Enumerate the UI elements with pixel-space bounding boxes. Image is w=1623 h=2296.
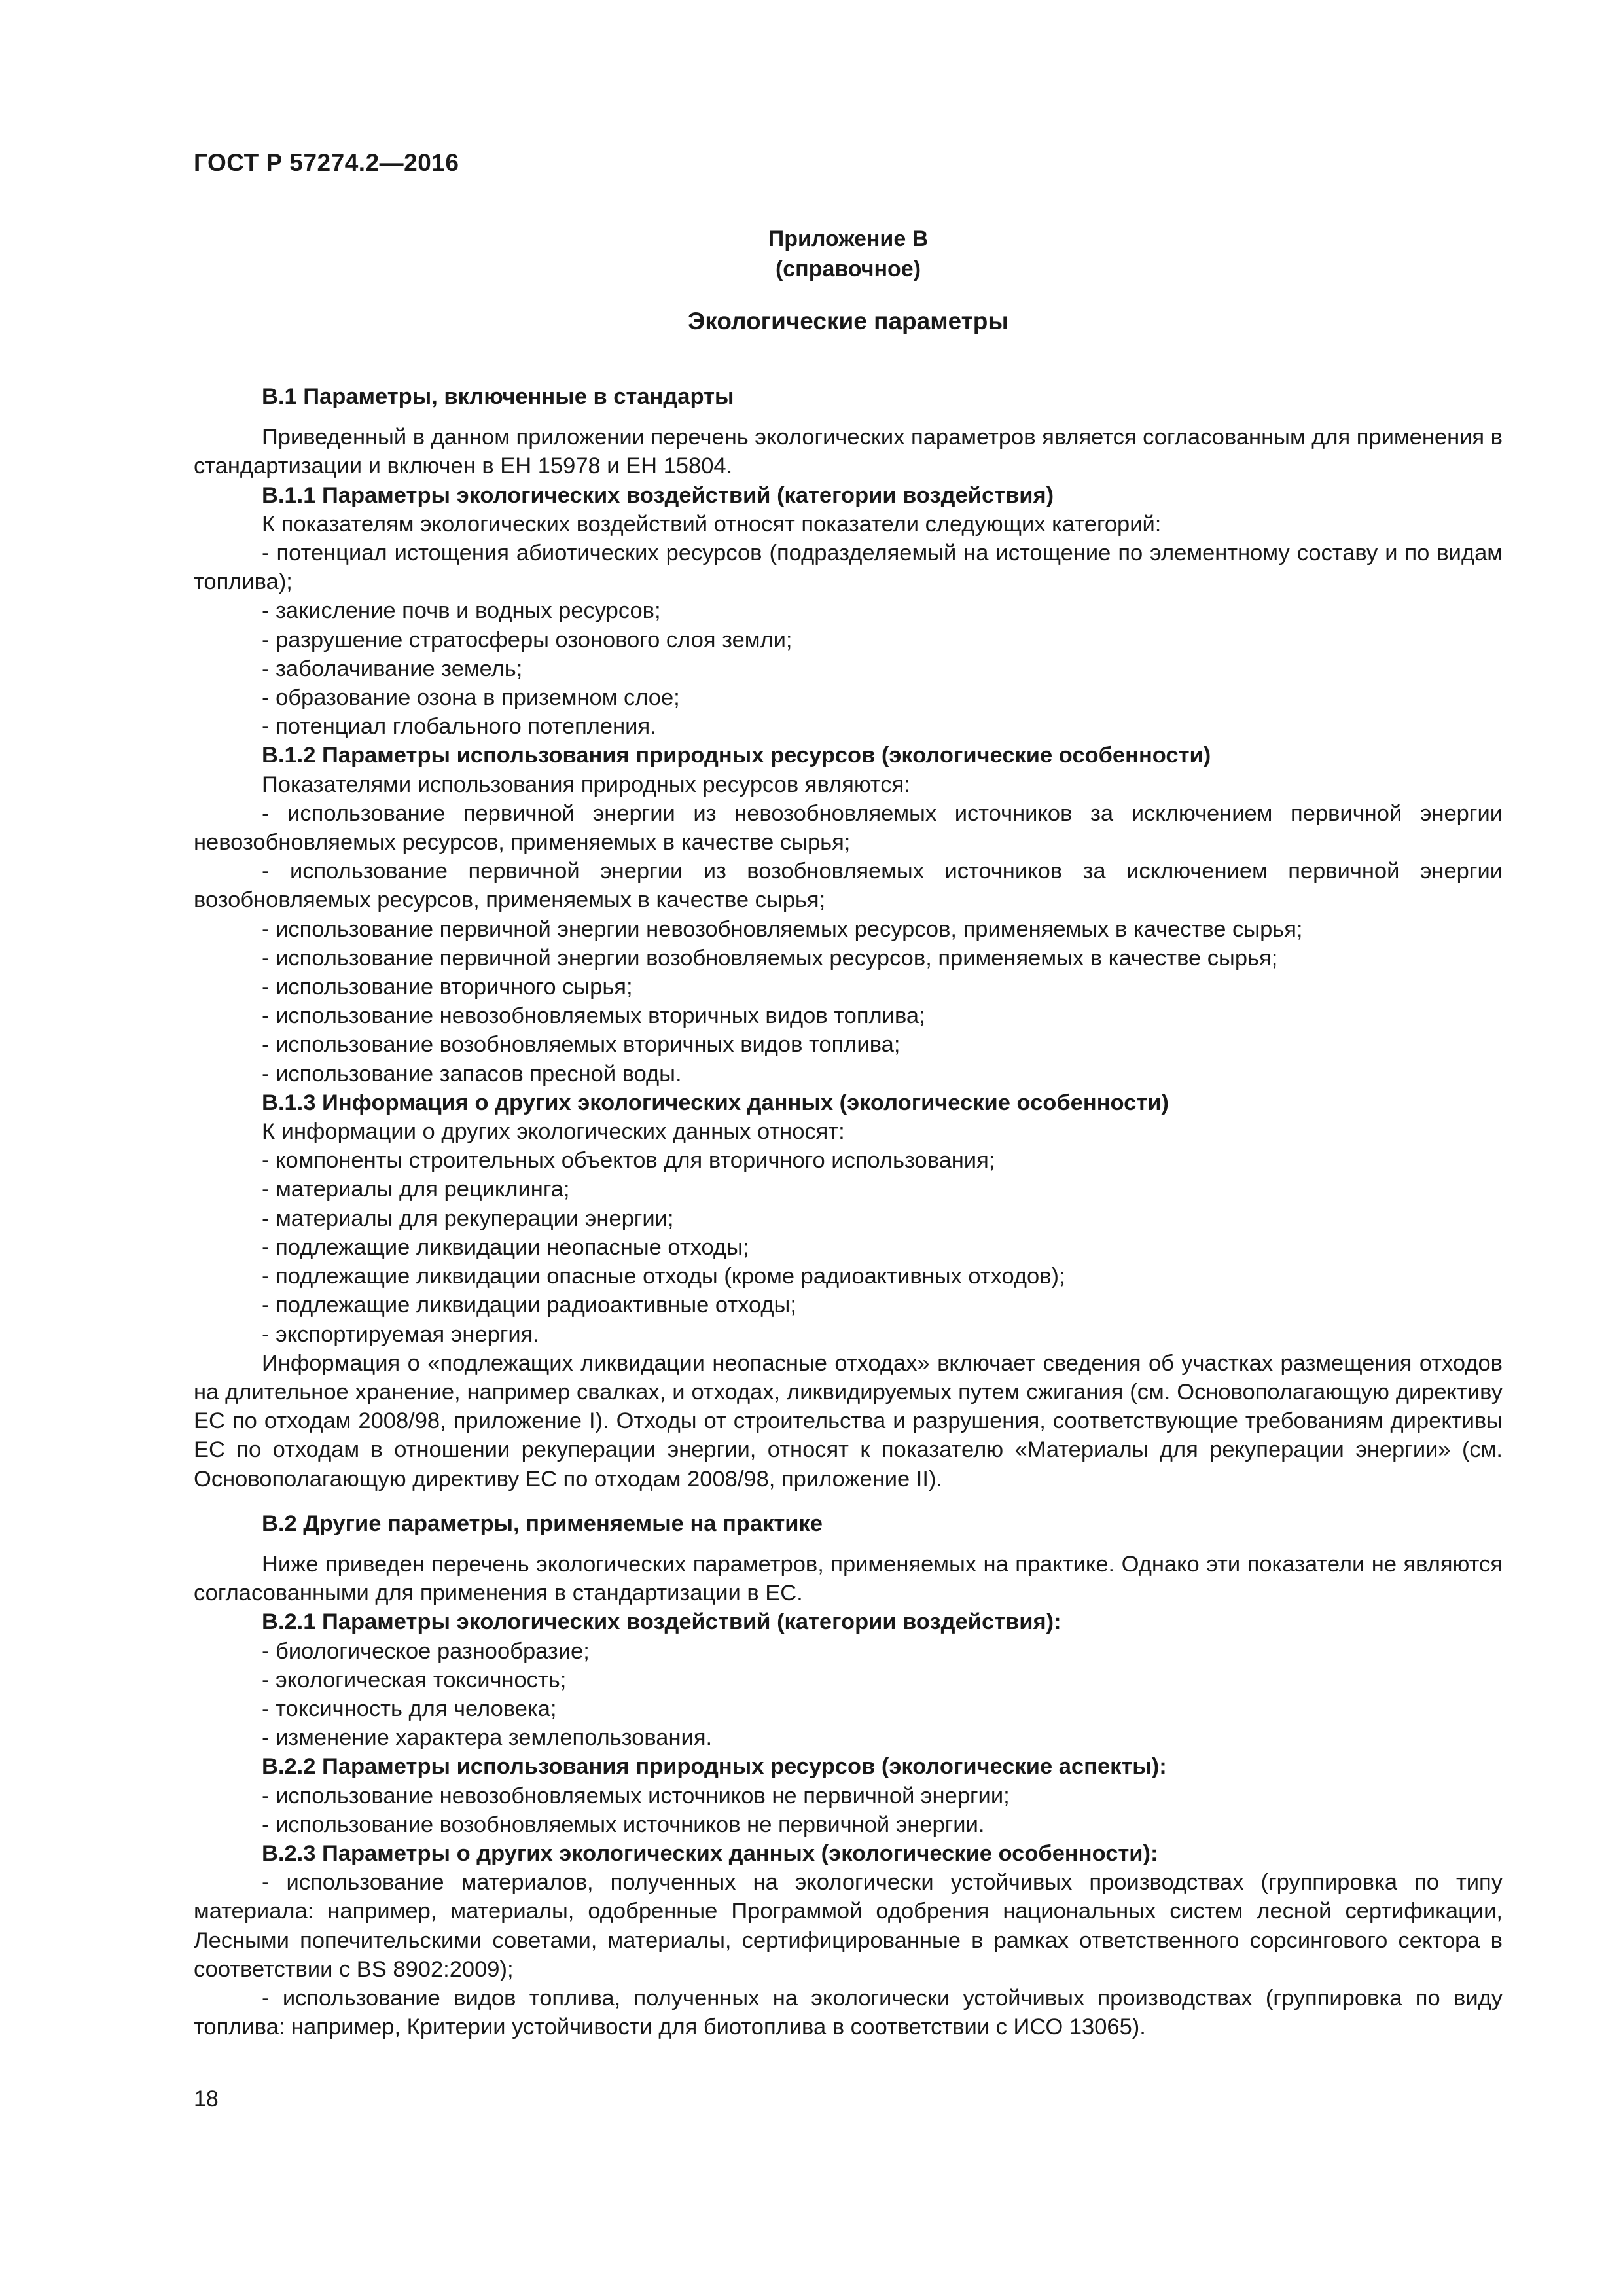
section-heading: В.1 Параметры, включенные в стандарты	[262, 384, 734, 409]
paragraph: - использование невозобновляемых источников не первичной энергии;	[262, 1783, 1010, 1808]
paragraph: - токсичность для человека;	[262, 1696, 557, 1721]
paragraph: - образование озона в приземном слое;	[262, 685, 680, 711]
paragraph: - использование возобновляемых источников не первичной энергии.	[262, 1812, 985, 1837]
paragraph: К информации о других экологических данных относят:	[262, 1119, 845, 1145]
annex-body	[194, 382, 1503, 2041]
paragraph: - использование возобновляемых вторичных видов топлива;	[262, 1032, 901, 1058]
paragraph: Ниже приведен перечень экологических параметров, применяемых на практике. Однако эти показатели не являются согласованными для применения в стандартизации в ЕС.	[194, 1551, 1503, 1606]
paragraph: - использование первичной энергии из невозобновляемых источников за исключением первичной энергии невозобновляемых ресурсов, применяемых в качестве сырья;	[194, 800, 1503, 855]
paragraph: Показателями использования природных ресурсов являются:	[262, 772, 910, 797]
section-heading: В.1.1 Параметры экологических воздействий (категории воздействия)	[262, 482, 1054, 508]
section-heading: В.1.2 Параметры использования природных ресурсов (экологические особенности)	[262, 743, 1211, 768]
paragraph: - разрушение стратосферы озонового слоя земли;	[262, 627, 793, 653]
paragraph: - биологическое разнообразие;	[262, 1638, 590, 1664]
paragraph: Информация о «подлежащих ликвидации неопасные отходах» включает сведения об участках размещения отходов на длительное хранение, например свалках, и отходах, ликвидируемых путем сжигания (см. Основополагающую директиву ЕС по отходам 2008/98, приложение I). Отходы от строительства и разрушения, соответствующие требованиям директивы ЕС по отходам в отношении рекуперации энергии, относят к показателю «Материалы для рекуперации энергии» (см. Основополагающую директиву ЕС по отходам 2008/98, приложение II).	[194, 1350, 1503, 1492]
paragraph: - использование невозобновляемых вторичных видов топлива;	[262, 1003, 925, 1029]
paragraph: - использование видов топлива, полученных на экологически устойчивых производствах (группировка по виду топлива: например, Критерии устойчивости для биотоплива в соответствии с ИСО 13065).	[194, 1985, 1503, 2040]
paragraph: - материалы для рекуперации энергии;	[262, 1206, 674, 1231]
section-heading: В.2.2 Параметры использования природных ресурсов (экологические аспекты):	[262, 1754, 1167, 1780]
paragraph: - использование первичной энергии невозобновляемых ресурсов, применяемых в качестве сырья;	[262, 916, 1303, 942]
annex-title: Экологические параметры	[688, 308, 1008, 334]
paragraph: - использование первичной энергии из возобновляемых источников за исключением первичной энергии возобновляемых ресурсов, применяемых в качестве сырья;	[194, 859, 1503, 913]
paragraph: - потенциал глобального потепления.	[262, 714, 656, 740]
section-heading: В.1.3 Информация о других экологических данных (экологические особенности)	[262, 1090, 1169, 1115]
paragraph: - подлежащие ликвидации радиоактивные отходы;	[262, 1293, 796, 1318]
paragraph: - экологическая токсичность;	[262, 1667, 567, 1693]
paragraph: - использование вторичного сырья;	[262, 975, 633, 1000]
paragraph: - изменение характера землепользования.	[262, 1725, 713, 1751]
page-number: 18	[194, 2087, 219, 2111]
section-heading: В.2.3 Параметры о других экологических данных (экологические особенности):	[262, 1840, 1158, 1866]
paragraph: - подлежащие ликвидации опасные отходы (кроме радиоактивных отходов);	[262, 1264, 1065, 1289]
paragraph: - компоненты строительных объектов для вторичного использования;	[262, 1148, 995, 1174]
paragraph: К показателям экологических воздействий относят показатели следующих категорий:	[262, 511, 1162, 537]
document-code: ГОСТ Р 57274.2—2016	[194, 149, 459, 176]
paragraph: - закисление почв и водных ресурсов;	[262, 598, 661, 624]
paragraph: - заболачивание земель;	[262, 656, 523, 681]
paragraph: - материалы для рециклинга;	[262, 1177, 570, 1202]
paragraph: - использование запасов пресной воды.	[262, 1061, 682, 1086]
paragraph: - подлежащие ликвидации неопасные отходы;	[262, 1234, 749, 1260]
annex-status: (справочное)	[775, 257, 921, 281]
paragraph: - экспортируемая энергия.	[262, 1321, 539, 1347]
annex-label: Приложение В	[768, 226, 929, 251]
paragraph: - использование первичной энергии возобновляемых ресурсов, применяемых в качестве сырья;	[262, 945, 1278, 971]
section-heading: В.2 Другие параметры, применяемые на практике	[262, 1511, 823, 1536]
paragraph: - потенциал истощения абиотических ресурсов (подразделяемый на истощение по элементному составу и по видам топлива);	[194, 541, 1503, 595]
section-heading: В.2.1 Параметры экологических воздействий (категории воздействия):	[262, 1609, 1061, 1635]
paragraph: Приведенный в данном приложении перечень экологических параметров является согласованным для применения в стандартизации и включен в ЕН 15978 и ЕН 15804.	[194, 425, 1503, 479]
paragraph: - использование материалов, полученных на экологически устойчивых производствах (группировка по типу материала: например, материалы, одобренные Программой одобрения национальных систем лесной сертификации, Лесными попечительскими советами, материалы, сертифицированные в рамках ответственного сорсингового сектора в соответствии с BS 8902:2009);	[194, 1870, 1503, 1982]
